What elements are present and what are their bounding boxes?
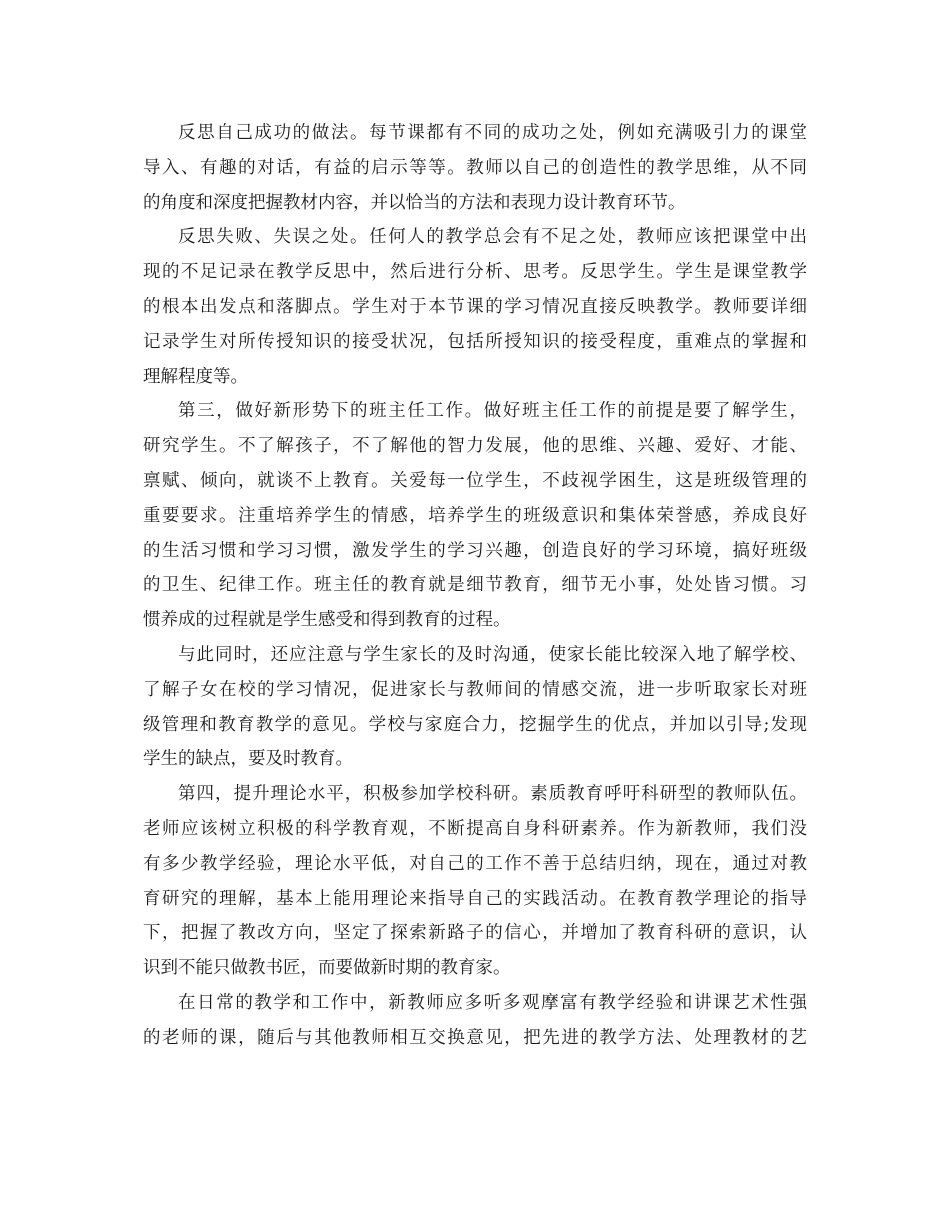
text-line: 的老师的课，随后与其他教师相互交换意见，把先进的教学方法、处理教材的艺 — [143, 1027, 807, 1048]
text-line: 在日常的教学和工作中，新教师应多听多观摩富有教学经验和讲课艺术性强 — [178, 992, 807, 1013]
paragraph-observe-lessons — [143, 986, 807, 1056]
text-line: 惯养成的过程就是学生感受和得到教育的过程。 — [143, 610, 511, 631]
text-line: 第三，做好新形势下的班主任工作。做好班主任工作的前提是要了解学生， — [178, 401, 807, 422]
text-line: 禀赋、倾向，就谈不上教育。关爱每一位学生，不歧视学困生，这是班级管理的 — [143, 470, 807, 491]
document-body — [143, 116, 807, 1056]
paragraph-class-teacher-work — [143, 394, 807, 638]
text-line: 的根本出发点和落脚点。学生对于本节课的学习情况直接反映教学。教师要详细 — [143, 296, 807, 317]
paragraph-theory-research — [143, 777, 807, 986]
paragraph-reflect-failure — [143, 220, 807, 394]
text-line: 第四，提升理论水平，积极参加学校科研。素质教育呼吁科研型的教师队伍。 — [178, 784, 807, 805]
text-line: 现的不足记录在教学反思中，然后进行分析、思考。反思学生。学生是课堂教学 — [143, 262, 807, 283]
text-line: 的生活习惯和学习习惯，激发学生的学习兴趣，创造良好的学习环境，搞好班级 — [143, 540, 807, 561]
text-line: 理解程度等。 — [143, 366, 248, 387]
text-line: 学生的缺点，要及时教育。 — [143, 749, 353, 770]
text-line: 有多少教学经验，理论水平低，对自己的工作不善于总结归纳，现在，通过对教 — [143, 853, 807, 874]
paragraph-parent-communication — [143, 638, 807, 777]
text-line: 育研究的理解，基本上能用理论来指导自己的实践活动。在教育教学理论的指导 — [143, 888, 807, 909]
text-line: 识到不能只做教书匠，而要做新时期的教育家。 — [143, 958, 511, 979]
text-line: 级管理和教育教学的意见。学校与家庭合力，挖掘学生的优点，并加以引导;发现 — [143, 714, 807, 735]
text-line: 反思失败、失误之处。任何人的教学总会有不足之处，教师应该把课堂中出 — [178, 227, 807, 248]
text-line: 反思自己成功的做法。每节课都有不同的成功之处，例如充满吸引力的课堂 — [178, 123, 807, 143]
text-line: 的角度和深度把握教材内容，并以恰当的方法和表现力设计教育环节。 — [143, 192, 686, 213]
text-line: 老师应该树立积极的科学教育观，不断提高自身科研素养。作为新教师，我们没 — [143, 818, 807, 839]
text-line: 下，把握了教改方向，坚定了探索新路子的信心，并增加了教育科研的意识，认 — [143, 923, 807, 944]
text-line: 与此同时，还应注意与学生家长的及时沟通，使家长能比较深入地了解学校、 — [178, 644, 807, 665]
text-line: 记录学生对所传授知识的接受状况，包括所授知识的接受程度，重难点的掌握和 — [143, 331, 807, 352]
text-line: 研究学生。不了解孩子，不了解他的智力发展，他的思维、兴趣、爱好、才能、 — [143, 436, 807, 457]
paragraph-reflect-success — [143, 116, 807, 220]
text-line: 重要要求。注重培养学生的情感，培养学生的班级意识和集体荣誉感，养成良好 — [143, 505, 807, 526]
text-line: 导入、有趣的对话，有益的启示等等。教师以自己的创造性的教学思维，从不同 — [143, 157, 807, 178]
text-line: 的卫生、纪律工作。班主任的教育就是细节教育，细节无小事，处处皆习惯。习 — [143, 575, 807, 596]
text-line: 了解子女在校的学习情况，促进家长与教师间的情感交流，进一步听取家长对班 — [143, 679, 807, 700]
